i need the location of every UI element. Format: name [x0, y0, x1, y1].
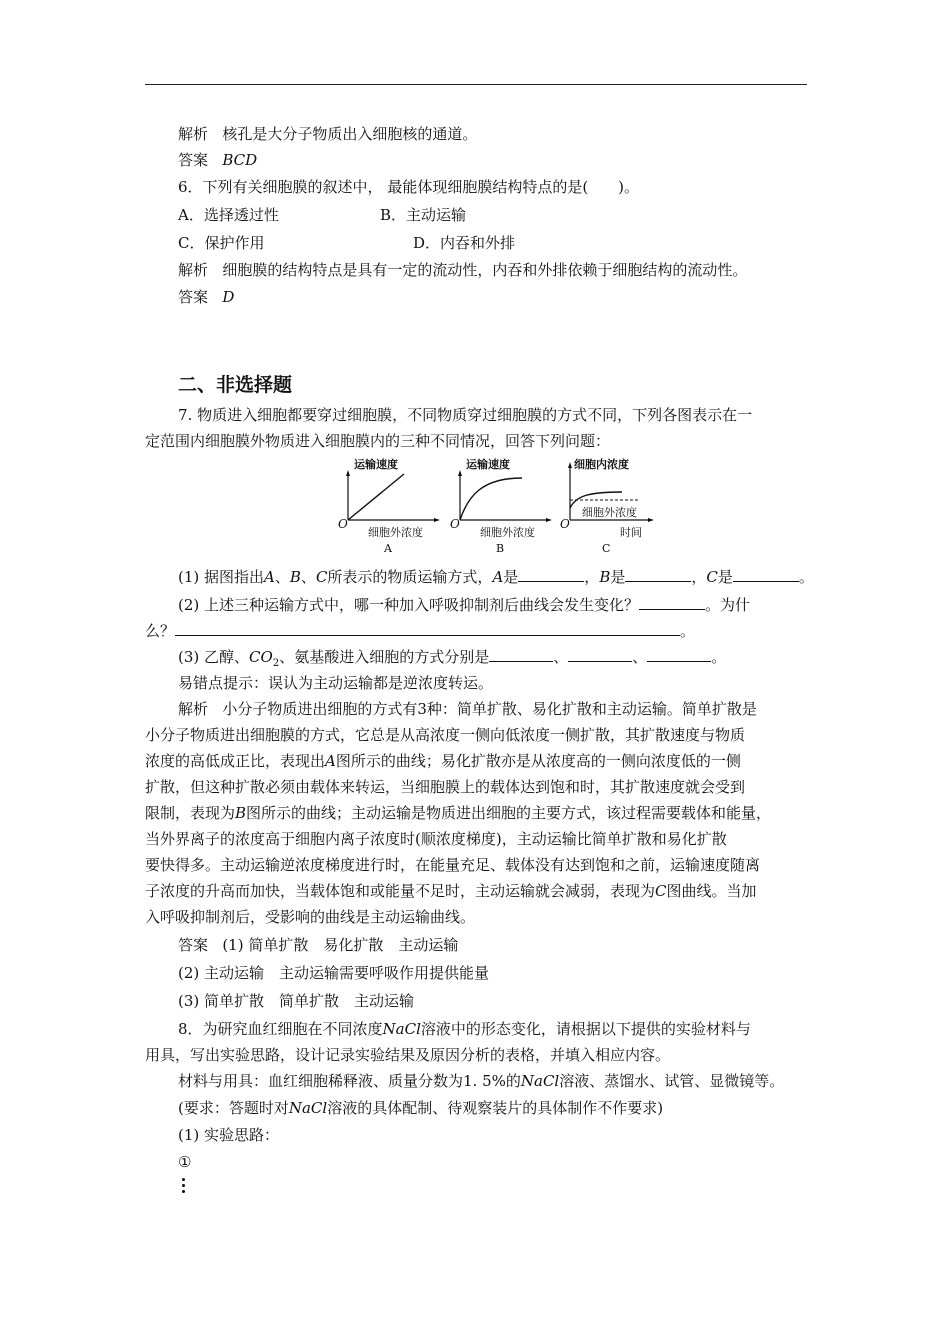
blank-c[interactable] — [733, 566, 799, 582]
q7-answer-line2: (2) 主动运输 主动运输需要呼吸作用提供能量 — [178, 964, 490, 982]
q7-analysis-line1: 解析 小分子物质进出细胞的方式有3种：简单扩散、易化扩散和主动运输。简单扩散是 — [178, 700, 757, 718]
figure-b-ylabel: 运输速度 — [466, 458, 510, 471]
q6-option-b: B．主动运输 — [380, 206, 467, 224]
q7-analysis-line8: 子浓度的升高而加快，当载体饱和或能量不足时，主动运输就会减弱，表现为C图曲线。当加 — [145, 882, 757, 900]
q7-answer-line1: 答案 (1) 简单扩散 易化扩散 主动运输 — [178, 936, 459, 954]
q7-sub2-line1: (2) 上述三种运输方式中，哪一种加入呼吸抑制剂后曲线会发生变化？ 。为什 — [178, 596, 751, 614]
blank-ethanol[interactable] — [489, 646, 553, 662]
figure-b-x-arrow — [546, 518, 552, 522]
figure-b — [450, 456, 560, 556]
q7-sub2-line2: 么？ 。 — [145, 622, 696, 640]
q6-analysis: 解析 细胞膜的结构特点是具有一定的流动性，内吞和外排依赖于细胞结构的流动性。 — [178, 261, 748, 279]
figure-b-origin: O — [450, 517, 460, 531]
figure-c-inner-label: 细胞外浓度 — [582, 506, 637, 519]
figure-c — [560, 456, 660, 556]
blank-b[interactable] — [625, 566, 691, 582]
q7-sub1: (1) 据图指出A、B、C所表示的物质运输方式，A是 ，B是 ，C是 。 — [178, 568, 814, 586]
figure-a-origin: O — [338, 517, 348, 531]
q8-materials: 材料与用具：血红细胞稀释液、质量分数为1. 5%的NaCl溶液、蒸馏水、试管、显微镜等。 — [178, 1072, 785, 1090]
q8-requirement: (要求：答题时对NaCl溶液的具体配制、待观察装片的具体制作不作要求) — [178, 1099, 664, 1117]
q7-analysis-line4: 扩散，但这种扩散必须由载体来转运，当细胞膜上的载体达到饱和时，其扩散速度就会受到 — [145, 778, 746, 796]
figure-a-graph — [338, 456, 448, 556]
q7-stem-line2: 定范围内细胞膜外物质进入细胞膜内的三种不同情况，回答下列问题： — [145, 432, 611, 450]
q7-figures — [338, 456, 658, 556]
q6-option-d: D．内吞和外排 — [413, 234, 516, 252]
q7-hint: 易错点提示：误认为主动运输都是逆浓度转运。 — [178, 674, 494, 692]
figure-a-ylabel: 运输速度 — [354, 458, 398, 471]
blank-amino-acid[interactable] — [647, 646, 711, 662]
q8-stem-line1: 8．为研究血红细胞在不同浓度NaCl溶液中的形态变化，请根据以下提供的实验材料与 — [178, 1020, 751, 1038]
q6-option-c: C．保护作用 — [178, 234, 265, 252]
q7-analysis-line3: 浓度的高低成正比，表现出A图所示的曲线；易化扩散亦是从浓度高的一侧向浓度低的一侧 — [145, 752, 741, 770]
q6-option-a: A．选择透过性 — [178, 206, 279, 224]
figure-b-xlabel: 细胞外浓度 — [480, 526, 535, 539]
q8-step1: ① — [178, 1153, 192, 1171]
figure-a-curve — [348, 474, 404, 520]
header-rule — [145, 84, 807, 85]
figure-b-graph — [450, 456, 560, 556]
q7-analysis-line2: 小分子物质进出细胞膜的方式，它总是从高浓度一侧向低浓度一侧扩散，其扩散速度与物质 — [145, 726, 746, 744]
q7-analysis-line6: 当外界离子的浓度高于细胞内离子浓度时(顺浓度梯度)，主动运输比简单扩散和易化扩散 — [145, 830, 727, 848]
blank-inhibitor[interactable] — [639, 594, 705, 610]
q5-analysis: 解析 核孔是大分子物质出入细胞核的通道。 — [178, 125, 478, 143]
figure-a-xlabel: 细胞外浓度 — [368, 526, 423, 539]
q7-analysis-line7: 要快得多。主动运输逆浓度梯度进行时，在能量充足、载体没有达到饱和之前，运输速度随离 — [145, 856, 761, 874]
blank-a[interactable] — [518, 566, 584, 582]
q7-analysis-line5: 限制，表现为B图所示的曲线；主动运输是物质进出细胞的主要方式，该过程需要载体和能量， — [145, 804, 772, 822]
blank-why[interactable] — [175, 620, 680, 636]
blank-co2[interactable] — [568, 646, 632, 662]
q7-sub3: (3) 乙醇、$CO_2$、氨基酸进入细胞的方式分别是 、 、 。 — [178, 648, 727, 669]
section-title: 二、非选择题 — [178, 374, 293, 396]
figure-a-letter: A — [384, 542, 392, 555]
vertical-ellipsis — [182, 1178, 186, 1198]
figure-c-ylabel: 细胞内浓度 — [574, 458, 629, 471]
figure-c-origin: O — [560, 517, 570, 531]
figure-c-xlabel: 时间 — [620, 526, 642, 539]
figure-a-x-arrow — [434, 518, 440, 522]
figure-b-curve — [460, 478, 522, 520]
figure-c-letter: C — [602, 542, 611, 555]
figure-b-letter: B — [496, 542, 505, 555]
q7-analysis-line9: 入呼吸抑制剂后，受影响的曲线是主动运输曲线。 — [145, 908, 476, 926]
q6-answer: 答案 D — [178, 288, 235, 306]
q8-stem-line2: 用具，写出实验思路，设计记录实验结果及原因分析的表格，并填入相应内容。 — [145, 1046, 671, 1064]
q7-answer-line3: (3) 简单扩散 简单扩散 主动运输 — [178, 992, 415, 1010]
q7-stem-line1: 7. 物质进入细胞都要穿过细胞膜，不同物质穿过细胞膜的方式不同，下列各图表示在一 — [178, 406, 753, 424]
q8-sub1: (1) 实验思路： — [178, 1126, 280, 1144]
q6-stem: 6．下列有关细胞膜的叙述中， 最能体现细胞膜结构特点的是( )。 — [178, 178, 640, 196]
q5-answer: 答案 BCD — [178, 151, 258, 169]
figure-c-x-arrow — [648, 518, 654, 522]
figure-a — [338, 456, 448, 556]
